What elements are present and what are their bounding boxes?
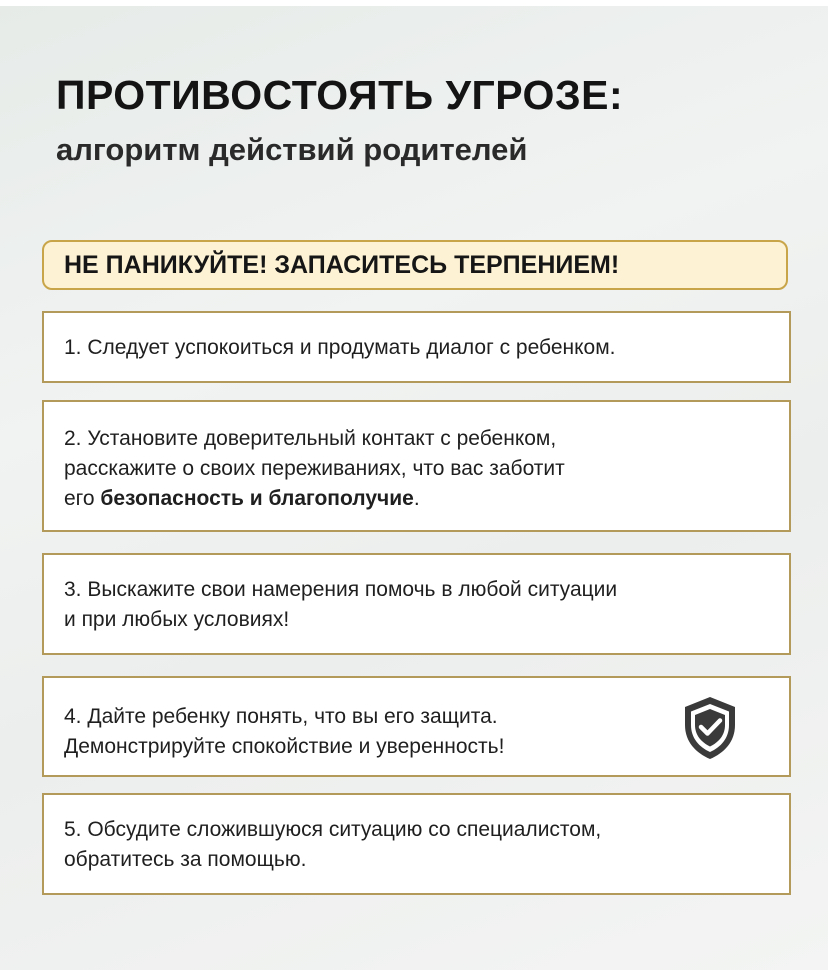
step-1 xyxy=(42,311,791,383)
step-3 xyxy=(42,553,791,655)
step-2-line-3-suffix: . xyxy=(413,487,420,510)
step-2-line-3 xyxy=(64,484,789,514)
step-2-line-2: расскажите о своих переживаниях, что вас заботит xyxy=(64,457,565,480)
step-5 xyxy=(42,793,791,895)
page-title: ПРОТИВОСТОЯТЬ УГРОЗЕ: xyxy=(56,72,624,118)
page-subtitle: алгоритм действий родителей xyxy=(56,132,528,167)
step-3-line-2: и при любых условиях! xyxy=(64,608,290,631)
top-strip xyxy=(0,0,828,6)
step-1-line-1: 1. Следует успокоиться и продумать диалог с ребенком. xyxy=(64,336,616,359)
step-2-line-3-prefix: его xyxy=(64,487,101,510)
warning-banner xyxy=(42,240,788,290)
banner-text: НЕ ПАНИКУЙТЕ! ЗАПАСИТЕСЬ ТЕРПЕНИЕМ! xyxy=(64,250,620,279)
step-5-line-2: обратитесь за помощью. xyxy=(64,848,307,871)
step-2 xyxy=(42,400,791,532)
step-4-line-1: 4. Дайте ребенку понять, что вы его защита. xyxy=(64,705,498,728)
step-4-line-2: Демонстрируйте спокойствие и уверенность! xyxy=(64,735,505,758)
step-3-line-1: 3. Выскажите свои намерения помочь в любой ситуации xyxy=(64,578,618,601)
step-4 xyxy=(42,676,791,777)
step-2-emphasis: безопасность и благополучие xyxy=(100,487,414,510)
step-5-line-1: 5. Обсудите сложившуюся ситуацию со специалистом, xyxy=(64,818,602,841)
step-2-line-1: 2. Установите доверительный контакт с ребенком, xyxy=(64,427,557,450)
shield-check-icon xyxy=(681,695,739,761)
